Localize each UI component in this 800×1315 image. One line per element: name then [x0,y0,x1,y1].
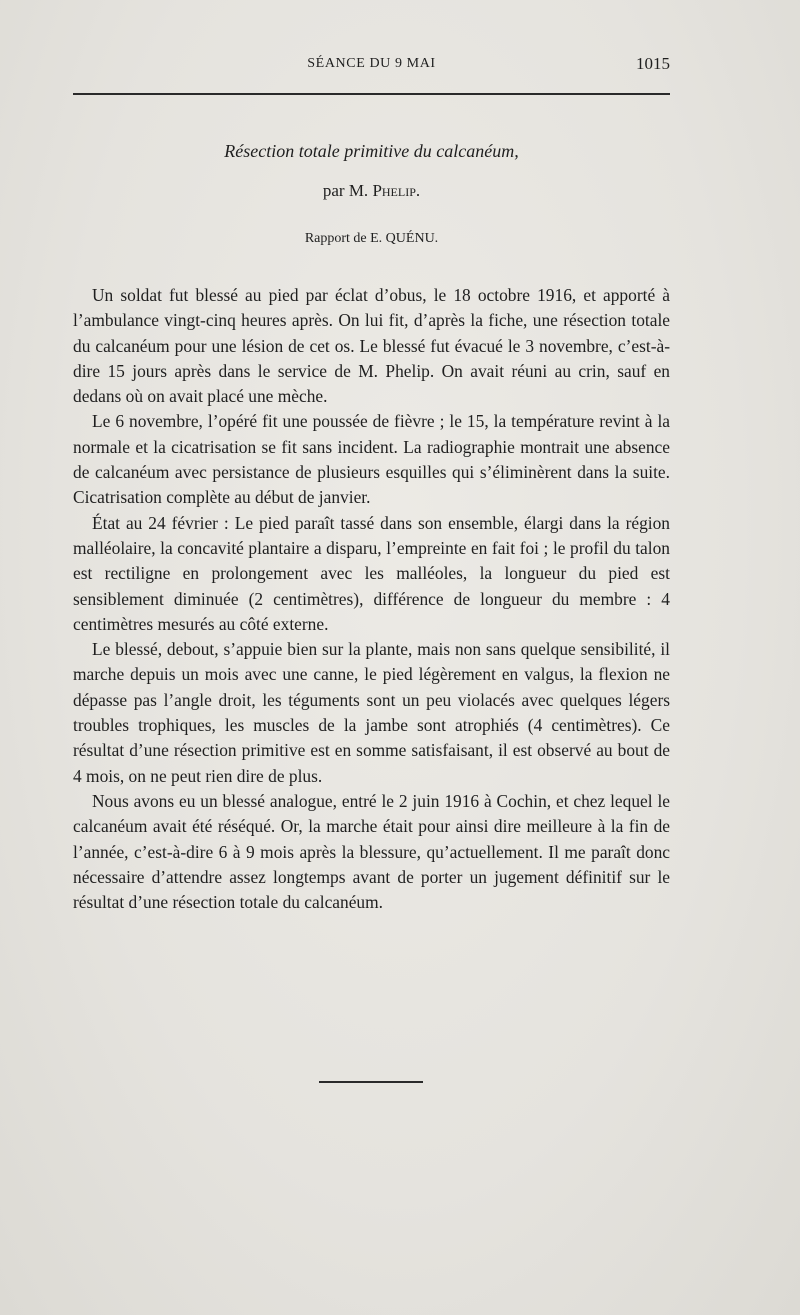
article-body [73,283,670,915]
page-header [73,52,670,82]
author-prefix: par M. [322,181,369,200]
paragraph: État au 24 février : Le pied paraît tassé dans son ensemble, élargi dans la région malléolaire, la concavité plantaire a disparu, l’empreinte en fait foi ; le profil du talon est rectiligne en prolongement avec les malléoles, la longueur du pied est sensiblement diminuée (2 centimètres), différence de longueur du membre : 4 centimètres mesurés au côté externe. [73,512,670,634]
paragraph: Le blessé, debout, s’appuie bien sur la plante, mais non sans quelque sensibilité, il marche depuis un mois avec une canne, le pied légèrement en valgus, la flexion ne dépasse pas l’angle droit, les téguments sont un peu violacés avec quelques légers troubles trophiques, les muscles de la jambe sont atrophiés (4 centimètres). Ce résultat d’une résection primitive est en somme satisfaisant, il est observé au bout de 4 mois, on ne peut rien dire de plus. [73,639,670,786]
header-rule [73,93,670,95]
author-name: Phelip. [372,181,421,200]
article-author [73,181,670,201]
page-number: 1015 [636,54,670,73]
article-title: Résection totale primitive du calcanéum, [224,141,519,161]
paragraph: Le 6 novembre, l’opéré fit une poussée de fièvre ; le 15, la température revint à la normale et la cicatrisation se fit sans incident. La radiographie montrait une absence de calcanéum avec persistance de plusieurs esquilles qui s’éliminèrent dans la suite. Cicatrisation complète au début de janvier. [73,411,670,508]
paragraph: Nous avons eu un blessé analogue, entré le 2 juin 1916 à Cochin, et chez lequel le calcanéum avait été réséqué. Or, la marche était pour ainsi dire meilleure à la fin de l’année, c’est-à-dire 6 à 9 mois après la blessure, qu’actuellement. Il me paraît donc nécessaire d’attendre assez longtemps avant de porter un jugement définitif sur le résultat d’une résection totale du calcanéum. [73,790,670,913]
paragraph: Un soldat fut blessé au pied par éclat d’obus, le 18 octobre 1916, et apporté à l’ambulance vingt-cinq heures après. On lui fit, d’après la fiche, une résection totale du calcanéum pour une lésion de cet os. Le blessé fut évacué le 3 novembre, c’est-à-dire 15 jours après dans le service de M. Phelip. On avait réuni au crin, sauf en dedans où on avait placé une mèche. [73,285,670,407]
end-rule [319,1081,423,1083]
report-line: Rapport de E. QUÉNU. [304,231,439,246]
running-head: SÉANCE DU 9 MAI [307,56,436,71]
